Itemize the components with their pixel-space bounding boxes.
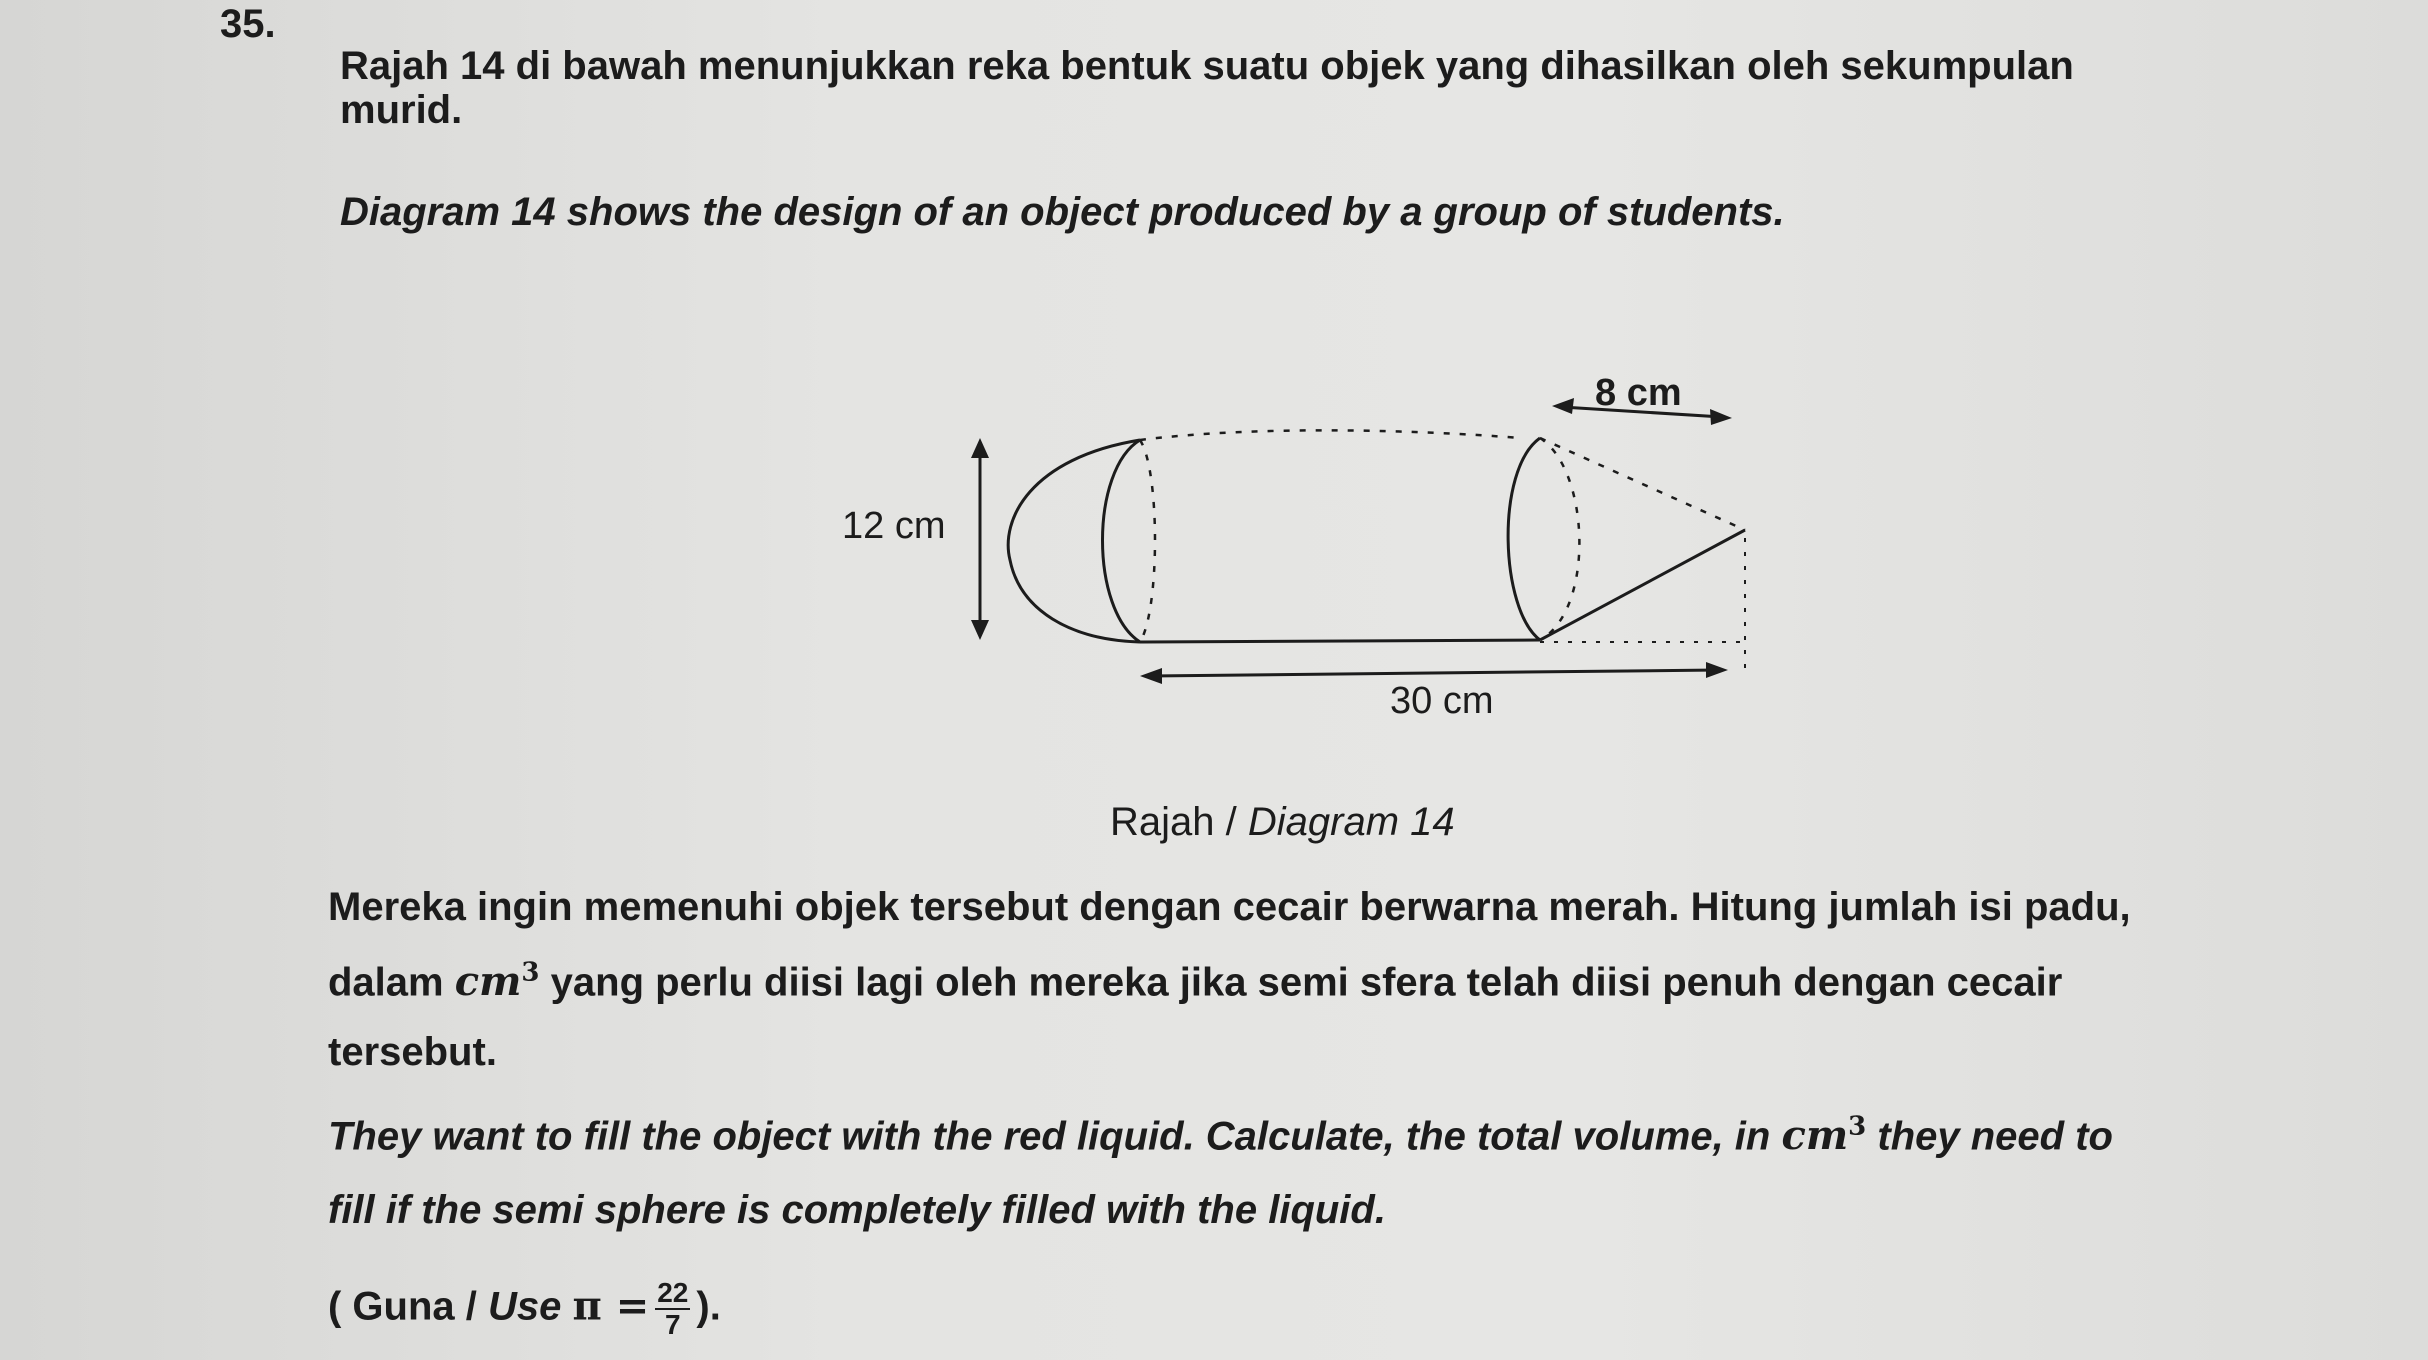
pi-note: ( Guna / Use π = $\frac{22}{7}$ ).: [328, 1277, 721, 1340]
unit-cm3-english: $cm^3$: [1781, 1112, 1867, 1160]
height-arrow: [971, 438, 989, 640]
english-task-line-1: They want to fill the object with the red liquid. Calculate, the total volume, in $cm^3$ they need to: [328, 1112, 2113, 1160]
solid-outline: [1008, 430, 1745, 668]
dimension-height-label: 12 cm: [842, 505, 946, 547]
malay-task-line-2: [328, 958, 2062, 1005]
malay-task-line-3: tersebut.: [328, 1030, 497, 1074]
caption-english: Diagram 14: [1247, 800, 1455, 844]
malay-task-line-1: Mereka ingin memenuhi objek tersebut dengan cecair berwarna merah. Hitung jumlah isi padu,: [328, 885, 2131, 929]
caption-malay: Rajah /: [1110, 800, 1248, 844]
english-task-line-2: fill if the semi sphere is completely filled with the liquid.: [328, 1188, 1386, 1232]
malay-intro-line-1: Rajah 14 di bawah menunjukkan reka bentuk suatu objek yang dihasilkan oleh sekumpulan: [340, 44, 2074, 88]
pi-fraction: $\frac{22}{7}$: [657, 1277, 689, 1340]
dimension-length-label: 30 cm: [1390, 680, 1494, 722]
malay-intro-line-2: murid.: [340, 88, 463, 132]
diagram-caption: [1110, 800, 1455, 845]
question-number: 35.: [220, 2, 276, 46]
malay-task-dalam: dalam: [328, 960, 444, 1005]
malay-task-rest: yang perlu diisi lagi oleh mereka jika semi sfera telah diisi penuh dengan cecair: [550, 960, 2063, 1005]
english-intro: Diagram 14 shows the design of an object produced by a group of students.: [340, 190, 1785, 234]
unit-cm3: $cm^3$: [454, 958, 540, 1006]
dimension-diameter-label: 8 cm: [1595, 372, 1682, 414]
